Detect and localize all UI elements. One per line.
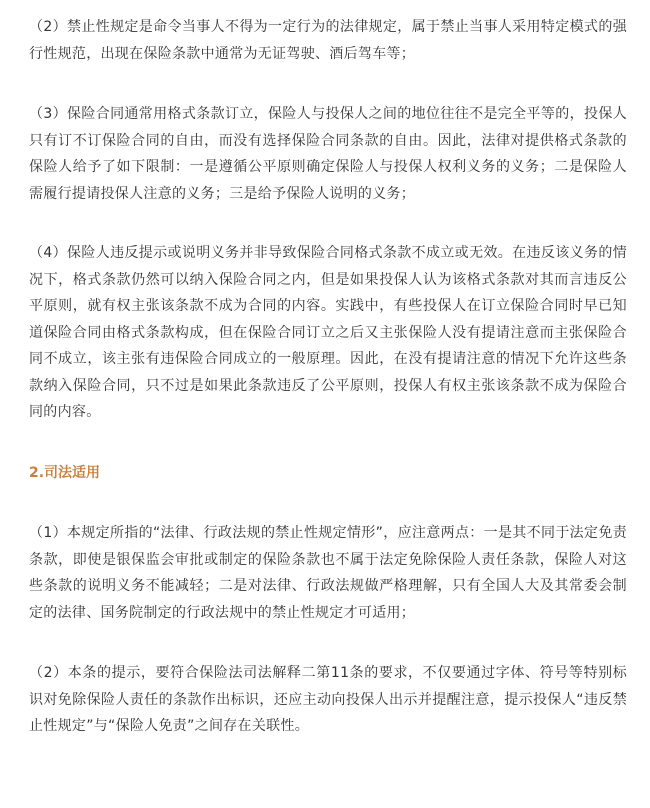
- section-heading-judicial-application: 2.司法适用: [29, 464, 101, 481]
- paragraph-prohibitive-provision-scope: （1）本规定所指的“法律、行政法规的禁止性规定情形”，应注意两点：一是其不同于法定免责条款，即使是银保监会审批或制定的保险条款也不属于法定免除保险人责任条款，保险人对这些条款的说明义务不能减轻；二是对法律、行政法规做严格理解，只有全国人大及其常委会制定的法律、国务院制定的行政法规中的禁止性规定才可适用；: [29, 525, 627, 621]
- paragraph-notice-requirements: （2）本条的提示，要符合保险法司法解释二第11条的要求，不仅要通过字体、符号等特别标识对免除保险人责任的条款作出标识，还应主动向投保人出示并提醒注意，提示投保人“违反禁止性规定”与“保险人免责”之间存在关联性。: [29, 665, 627, 734]
- article-body: [29, 14, 627, 740]
- paragraph-duty-violation-effect: （4）保险人违反提示或说明义务并非导致保险合同格式条款不成立或无效。在违反该义务的情况下，格式条款仍然可以纳入保险合同之内，但是如果投保人认为该格式条款对其而言违反公平原则，就有权主张该条款不成为合同的内容。实践中，有些投保人在订立保险合同时早已知道保险合同由格式条款构成，但在保险合同订立之后又主张保险人没有提请注意而主张保险合同不成立，该主张有违保险合同成立的一般原理。因此，在没有提请注意的情况下允许这些条款纳入保险合同，只不过是如果此条款违反了公平原则，投保人有权主张该条款不成为保险合同的内容。: [29, 245, 627, 420]
- paragraph-standard-terms-restrictions: （3）保险合同通常用格式条款订立，保险人与投保人之间的地位往往不是完全平等的，投保人只有订不订保险合同的自由，而没有选择保险合同条款的自由。因此，法律对提供格式条款的保险人给予了如下限制：一是遵循公平原则确定保险人与投保人权利义务的义务；二是保险人需履行提请投保人注意的义务；三是给予保险人说明的义务；: [29, 106, 627, 202]
- paragraph-prohibitive-rules: （2）禁止性规定是命令当事人不得为一定行为的法律规定，属于禁止当事人采用特定模式的强行性规范，出现在保险条款中通常为无证驾驶、酒后驾车等；: [29, 19, 627, 62]
